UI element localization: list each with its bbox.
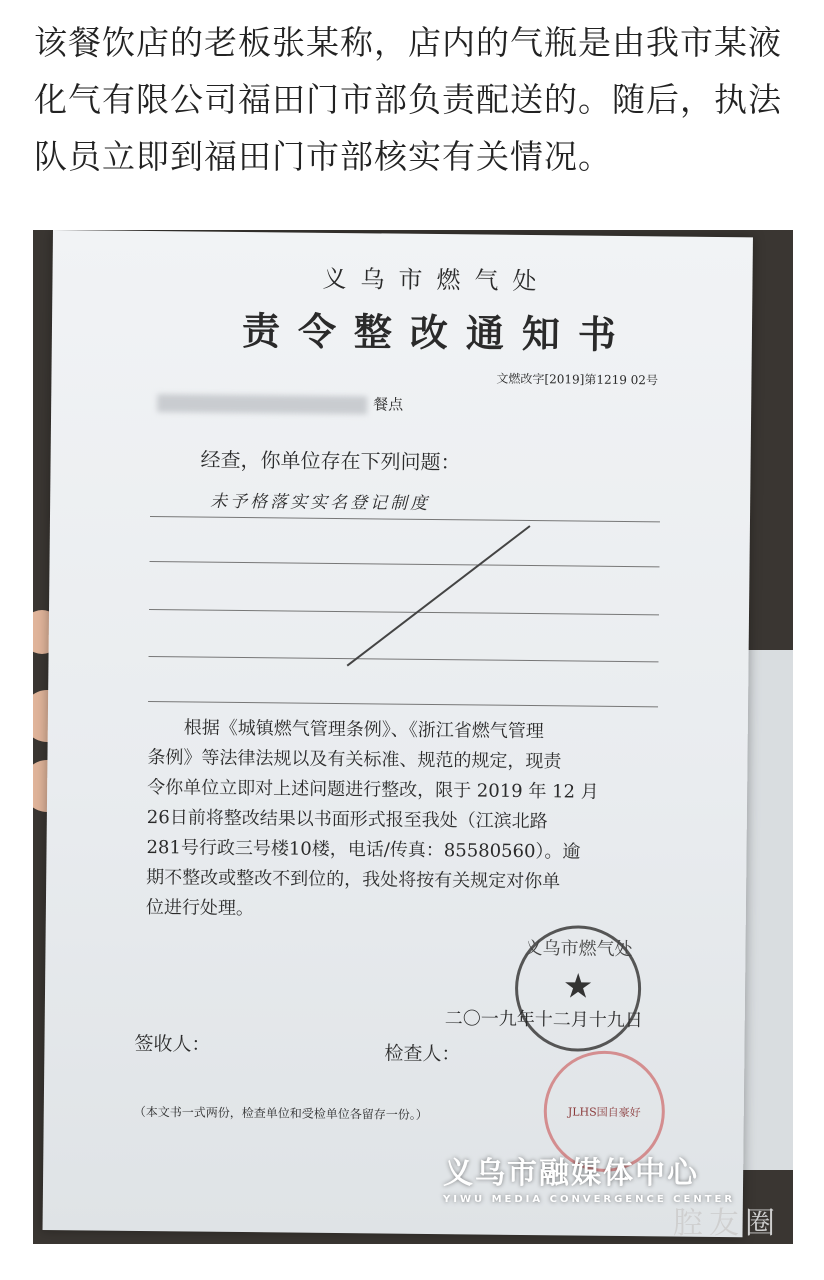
ruled-line bbox=[149, 609, 659, 615]
body-line: 期不整改或整改不到位的，我处将按有关规定对你单 bbox=[146, 867, 561, 893]
signee-label: 签收人： bbox=[134, 1032, 211, 1056]
ruled-line bbox=[148, 701, 658, 707]
recipient-line bbox=[151, 391, 403, 415]
strike-slash bbox=[347, 525, 531, 666]
red-seal-text: JLHS国自豪好 bbox=[567, 1105, 641, 1120]
issue-date: 二〇一九年十二月十九日 bbox=[444, 1008, 643, 1032]
ruled-line bbox=[149, 656, 659, 662]
body-line: 26日前将整改结果以书面形式报至我处（江滨北路 bbox=[146, 807, 548, 833]
official-seal bbox=[514, 925, 641, 1052]
document-photo bbox=[33, 230, 793, 1244]
redacted-recipient bbox=[157, 394, 367, 414]
inspector-label: 检查人： bbox=[384, 1042, 461, 1066]
found-label: 经查，你单位存在下列问题： bbox=[200, 447, 461, 475]
body-line: 位进行处理。 bbox=[145, 897, 255, 920]
media-watermark bbox=[443, 1148, 735, 1205]
body-line: 令你单位立即对上述问题进行整改，限于 2019 年 12 月 bbox=[147, 777, 599, 803]
body-line: 281号行政三号楼10楼，电话/传真：85580560）。逾 bbox=[146, 837, 581, 863]
footnote: （本文书一式两份，检查单位和受检单位各留存一份。） bbox=[133, 1104, 428, 1122]
watermark-main: 义乌市融媒体中心 bbox=[443, 1156, 699, 1191]
issuing-org: 义乌市燃气处 bbox=[322, 264, 551, 296]
ruled-line bbox=[150, 561, 660, 567]
body-line: 根据《城镇燃气管理条例》、《浙江省燃气管理 bbox=[183, 717, 544, 743]
seal-star-icon: ★ bbox=[562, 966, 594, 1007]
notice-body bbox=[146, 713, 668, 928]
body-line: 条例》等法律法规以及有关标准、规范的规定，现责 bbox=[147, 747, 562, 773]
article-intro-text: 该餐饮店的老板张某称，店内的气瓶是由我市某液化气有限公司福田门市部负责配送的。随后，执法队员立即到福田门市部核实有关情况。 bbox=[34, 23, 782, 176]
issue-text: 未予格落实实名登记制度 bbox=[210, 491, 431, 514]
rectification-notice bbox=[43, 230, 753, 1237]
corner-watermark: 腔友圈 bbox=[673, 1206, 781, 1241]
seal-text: 义乌市燃气处 bbox=[524, 937, 633, 961]
ruled-line bbox=[150, 516, 660, 522]
document-number: 文燃改字[2019]第1219 02号 bbox=[496, 371, 659, 388]
document-title: 责令整改通知书 bbox=[241, 307, 635, 358]
watermark-sub: YIWU MEDIA CONVERGENCE CENTER bbox=[443, 1194, 736, 1205]
recipient-suffix: 餐点 bbox=[373, 395, 404, 414]
